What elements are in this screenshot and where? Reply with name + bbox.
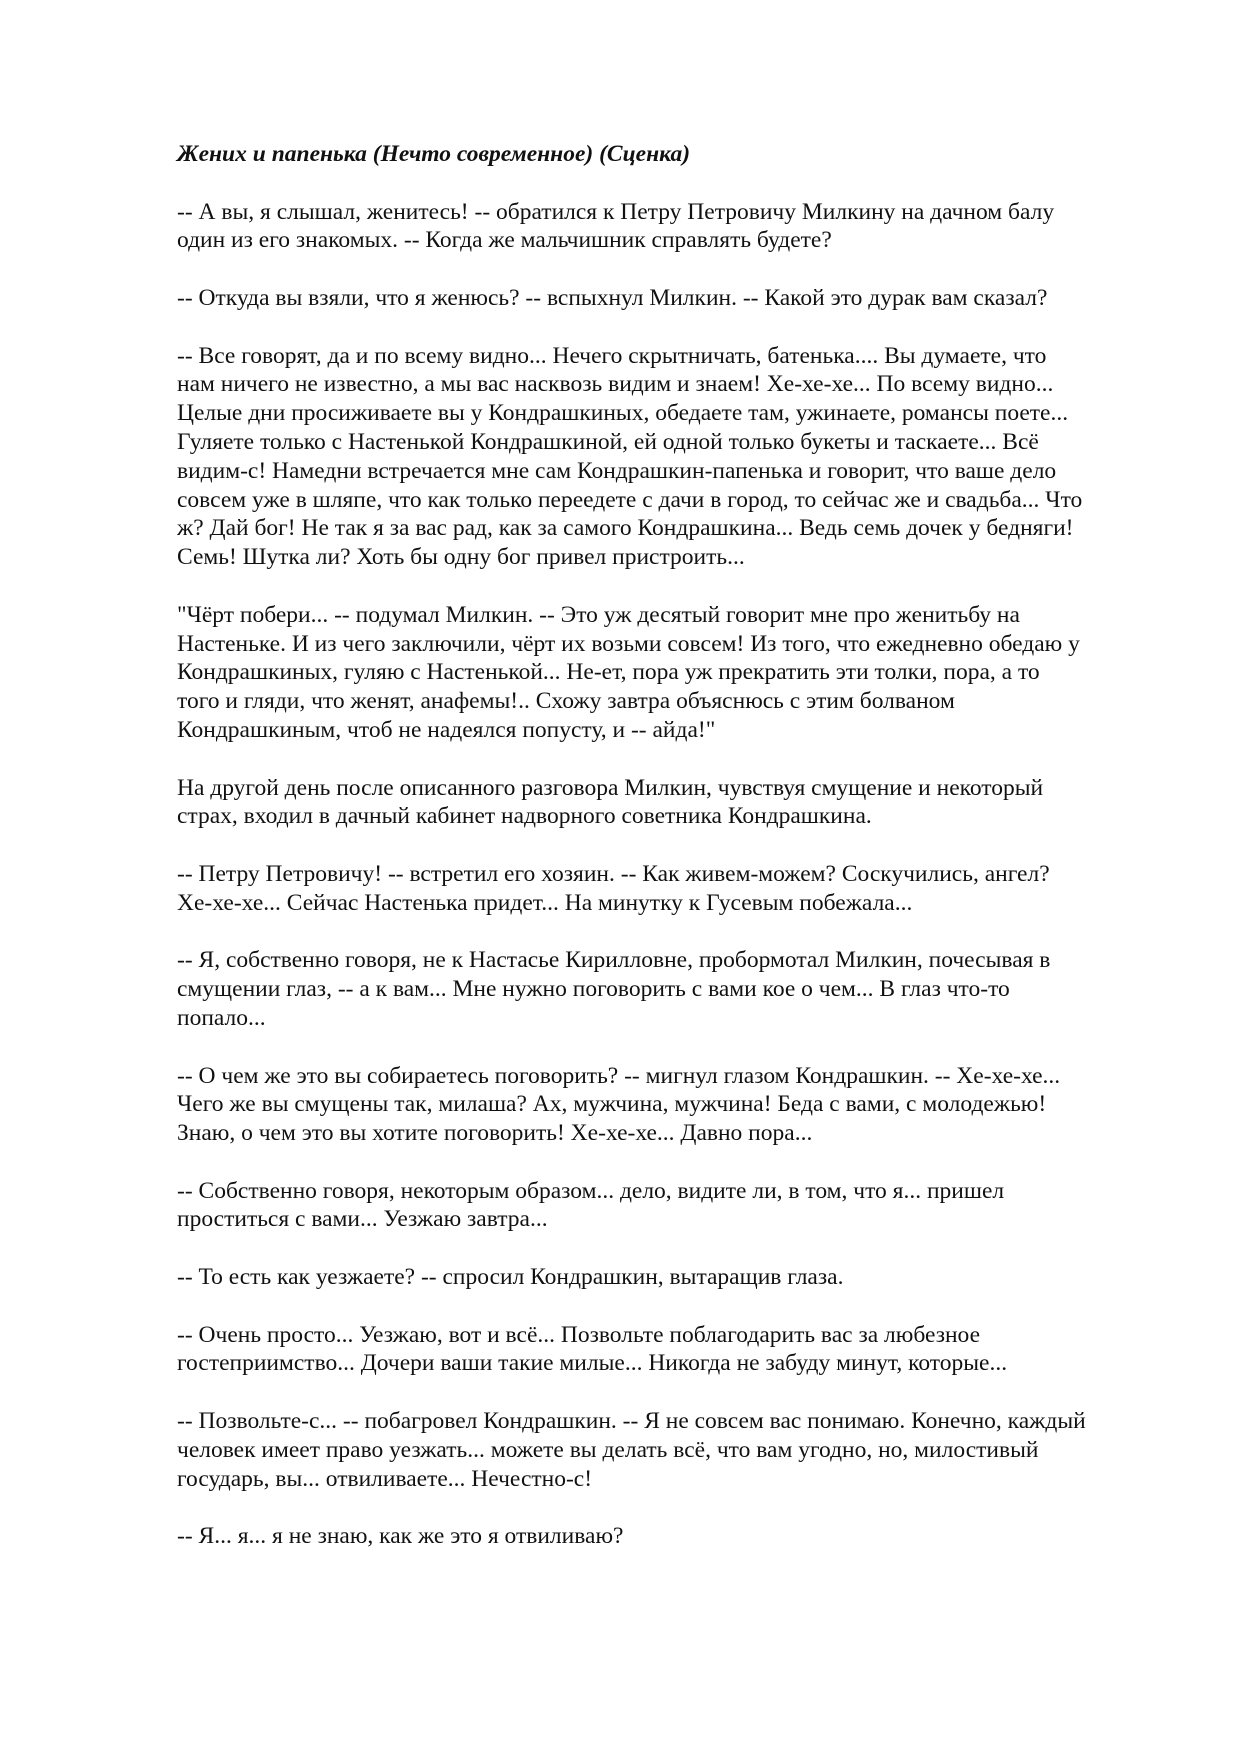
text-line: Семь! Шутка ли? Хоть бы одну бог привел пристроить... (177, 544, 745, 571)
paragraph (177, 1407, 1157, 1493)
text-line: -- Петру Петровичу! -- встретил его хозяин. -- Как живем-можем? Соскучились, ангел? (177, 860, 1050, 887)
text-line: человек имеет право уезжать... можете вы делать всё, что вам угодно, но, милостивый (177, 1436, 1039, 1463)
text-line: того и гляди, что женят, анафемы!.. Схожу завтра объяснюсь с этим болваном (177, 688, 955, 715)
text-line: один из его знакомых. -- Когда же мальчишник справлять будете? (177, 227, 832, 254)
text-line: страх, входил в дачный кабинет надворного советника Кондрашкина. (177, 803, 872, 830)
paragraph-list (177, 198, 1157, 1551)
text-line: нам ничего не известно, а мы вас насквозь видим и знаем! Хе-хе-хе... По всему видно... (177, 371, 1054, 398)
text-line: -- Все говорят, да и по всему видно... Нечего скрытничать, батенька.... Вы думаете, что (177, 342, 1047, 369)
text-line: -- А вы, я слышал, женитесь! -- обратился к Петру Петровичу Милкину на дачном балу (177, 198, 1055, 225)
text-line: попало... (177, 1004, 266, 1031)
paragraph (177, 860, 1157, 918)
text-line: смущении глаз, -- а к вам... Мне нужно поговорить с вами кое о чем... В глаз что-то (177, 976, 1010, 1003)
text-line: -- Собственно говоря, некоторым образом... дело, видите ли, в том, что я... пришел (177, 1177, 1005, 1204)
paragraph (177, 601, 1157, 745)
text-line: гостеприимство... Дочери ваши такие милые... Никогда не забуду минут, которые... (177, 1350, 1008, 1377)
paragraph (177, 1177, 1157, 1235)
text-line: Кондрашкиным, чтоб не надеялся попусту, и -- айда!" (177, 716, 716, 743)
text-line: совсем уже в шляпе, что как только переедете с дачи в город, то сейчас же и свадьба... Что (177, 486, 1083, 513)
text-line: Гуляете только с Настенькой Кондрашкиной, ей одной только букеты и таскаете... Всё (177, 428, 1039, 455)
text-line: "Чёрт побери... -- подумал Милкин. -- Это уж десятый говорит мне про женитьбу на (177, 601, 1020, 628)
text-line: ж? Дай бог! Не так я за вас рад, как за самого Кондрашкина... Ведь семь дочек у бедняги! (177, 515, 1074, 542)
text-line: Целые дни просиживаете вы у Кондрашкиных, обедаете там, ужинаете, романсы поете... (177, 400, 1069, 427)
text-line: -- Я... я... я не знаю, как же это я отвиливаю? (177, 1523, 624, 1550)
paragraph (177, 774, 1157, 832)
text-line: видим-с! Намедни встречается мне сам Кондрашкин-папенька и говорит, что ваше дело (177, 457, 1057, 484)
paragraph (177, 284, 1157, 313)
text-line: Знаю, о чем это вы хотите поговорить! Хе-хе-хе... Давно пора... (177, 1120, 813, 1147)
paragraph (177, 198, 1157, 256)
paragraph (177, 342, 1157, 572)
paragraph (177, 1062, 1157, 1148)
paragraph (177, 1263, 1157, 1292)
paragraph (177, 1321, 1157, 1379)
text-line: -- Позвольте-с... -- побагровел Кондрашкин. -- Я не совсем вас понимаю. Конечно, каждый (177, 1408, 1086, 1435)
text-line: Кондрашкиных, гуляю с Настенькой... Не-ет, пора уж прекратить эти толки, пора, а то (177, 659, 1040, 686)
text-line: -- Очень просто... Уезжаю, вот и всё... Позвольте поблагодарить вас за любезное (177, 1321, 981, 1348)
text-line: Настеньке. И из чего заключили, чёрт их возьми совсем! Из того, что ежедневно обедаю у (177, 630, 1080, 657)
document-title: Жених и папенька (Нечто современное) (Сценка) (177, 141, 691, 167)
text-line: Хе-хе-хе... Сейчас Настенька придет... На минутку к Гусевым побежала... (177, 889, 913, 916)
text-line: -- Откуда вы взяли, что я женюсь? -- вспыхнул Милкин. -- Какой это дурак вам сказал? (177, 284, 1048, 311)
text-line: государь, вы... отвиливаете... Нечестно-с! (177, 1465, 593, 1492)
text-line: Чего же вы смущены так, милаша? Ах, мужчина, мужчина! Беда с вами, с молодежью! (177, 1091, 1047, 1118)
paragraph (177, 946, 1157, 1032)
text-line: На другой день после описанного разговора Милкин, чувствуя смущение и некоторый (177, 774, 1044, 801)
text-line: -- О чем же это вы собираетесь поговорить? -- мигнул глазом Кондрашкин. -- Хе-хе-хе... (177, 1062, 1061, 1089)
paragraph (177, 1522, 1157, 1551)
text-line: -- То есть как уезжаете? -- спросил Кондрашкин, вытаращив глаза. (177, 1264, 844, 1291)
text-line: -- Я, собственно говоря, не к Настасье Кирилловне, пробормотал Милкин, почесывая в (177, 947, 1051, 974)
text-line: проститься с вами... Уезжаю завтра... (177, 1206, 548, 1233)
document-body (177, 140, 1157, 1580)
